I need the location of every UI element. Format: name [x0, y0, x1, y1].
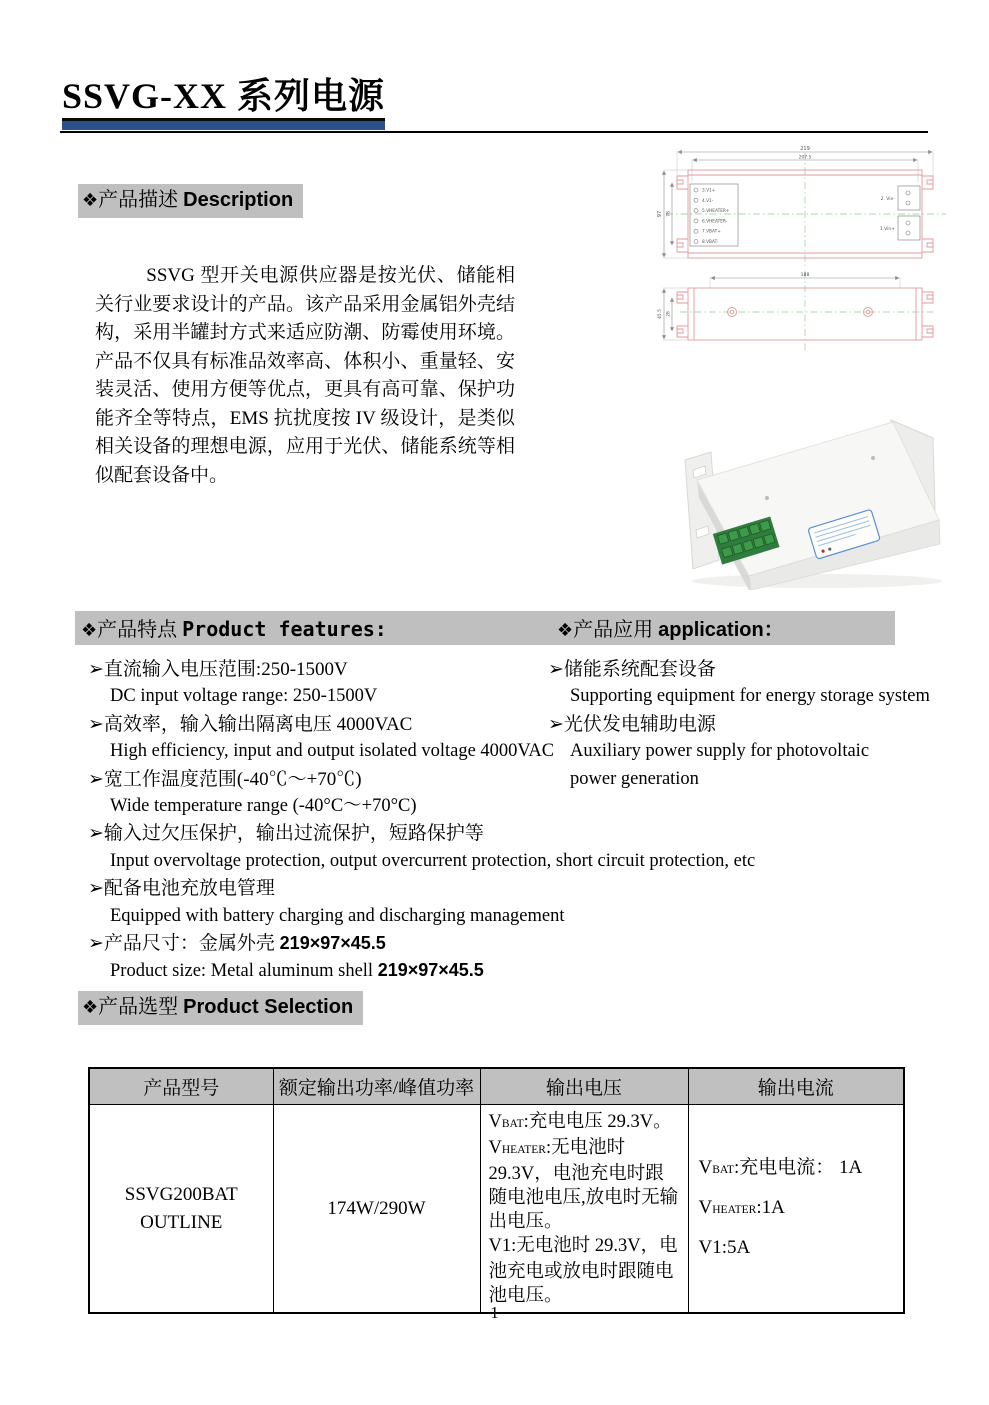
- diamond-icon: ❖: [557, 620, 574, 641]
- selection-table: [88, 1067, 905, 1314]
- feature-item-size-en: [88, 957, 828, 985]
- application-item-en2: power generation: [570, 768, 699, 789]
- voltage-line: VHEATER:无电池时 29.3V，电池充电时跟随电池电压,放电时无输出电压。: [488, 1138, 679, 1232]
- description-paragraph: SSVG 型开关电源供应器是按光伏、储能相关行业要求设计的产品。该产品采用金属铝外壳结构，采用半罐封方式来适应防潮、防霉使用环境。产品不仅具有标准品效率高、体积小、重量轻、安装灵活、使用方便等优点，更具有高可靠、保护功能齐全等特点，EMS 抗扰度按 IV 级设计，是类似相关设备的理想电源，应用于光伏、储能系统等相似配套设备中。: [95, 265, 515, 486]
- cell-model: [89, 1105, 273, 1314]
- size-cn-text: ➢产品尺寸：金属外壳: [88, 933, 280, 955]
- pin-label-vin-minus: 2. Vin-: [880, 197, 895, 202]
- features-heading-cn: 产品特点: [97, 619, 183, 641]
- feature-item-cn: ➢高效率，输入输出隔离电压 4000VAC: [88, 713, 413, 735]
- pin-label: 4.V1-: [702, 198, 714, 204]
- pin-label: 3.V1+: [702, 188, 716, 194]
- pin-label: 5.VHEATER+: [702, 209, 730, 215]
- dim-side-inner: 28: [666, 311, 672, 317]
- table-header-model: 产品型号: [89, 1068, 273, 1105]
- current-line: VBAT:充电电流： 1A: [698, 1156, 863, 1178]
- drawing-dimensions-top: [657, 146, 933, 258]
- title-rule: [60, 131, 928, 133]
- dim-bottom-width: 188: [800, 273, 810, 278]
- feature-item-cn: ➢输入过欠压保护，输出过流保护，短路保护等: [88, 823, 484, 845]
- diamond-icon: ❖: [81, 620, 98, 641]
- feature-item-en: DC input voltage range: 250-1500V: [110, 686, 378, 707]
- dim-overall-height: 97: [657, 210, 663, 218]
- cell-output-current: [688, 1105, 904, 1314]
- dim-hole-width: 207.5: [798, 155, 812, 161]
- selection-heading-cn: 产品选型: [98, 996, 184, 1018]
- application-item-cn: ➢储能系统配套设备: [548, 659, 716, 680]
- product-photo: [645, 362, 945, 590]
- feature-item-en: Wide temperature range (-40°C～+70°C): [110, 796, 417, 817]
- feature-item-en: Equipped with battery charging and discharging management: [110, 905, 565, 926]
- pin-label: 8.VBAT-: [702, 240, 719, 245]
- section-features-application-bar: [75, 611, 895, 645]
- application-item-cn: ➢光伏发电辅助电源: [548, 713, 716, 735]
- description-heading-cn: 产品描述: [98, 189, 184, 211]
- table-header-row: [89, 1068, 904, 1105]
- size-en-text: Product size: Metal aluminum shell: [110, 961, 378, 982]
- voltage-line: VBAT:充电电压 29.3V。: [488, 1112, 672, 1132]
- section-application-heading: [557, 613, 784, 642]
- description-heading-en: Description: [183, 189, 294, 211]
- pin-label: 7.VBAT+: [702, 229, 721, 235]
- dim-hole-height: 78: [666, 211, 672, 217]
- feature-item-cn: ➢配备电池充放电管理: [88, 878, 275, 900]
- table-header-current: 输出电流: [688, 1068, 904, 1105]
- dim-side-height: 45.5: [658, 309, 663, 319]
- section-features-heading: [81, 613, 387, 642]
- current-line: V1:5A: [698, 1236, 751, 1258]
- drawing-bottom-view: [657, 271, 935, 353]
- voltage-line: V1:无电池时 29.3V，电池充电或放电时跟随电池电压。: [488, 1236, 678, 1306]
- application-item-en: Supporting equipment for energy storage system: [570, 686, 930, 707]
- technical-drawing: [650, 140, 960, 365]
- dim-overall-width: 219: [800, 146, 810, 152]
- model-line2: OUTLINE: [140, 1211, 223, 1233]
- page-number: 1: [490, 1303, 499, 1322]
- feature-item-size-cn: [88, 930, 828, 957]
- size-en-dimensions: 219×97×45.5: [377, 960, 484, 981]
- page-title: SSVG-XX 系列电源: [62, 76, 385, 121]
- diamond-icon: ❖: [82, 997, 99, 1018]
- title-underline: [62, 68, 385, 130]
- table-header-voltage: 输出电压: [480, 1068, 688, 1105]
- cell-output-voltage: [480, 1105, 688, 1314]
- current-line: VHEATER:1A: [698, 1196, 785, 1218]
- feature-item-en: High efficiency, input and output isolated voltage 4000VAC: [110, 741, 555, 762]
- feature-item-en: Input overvoltage protection, output overcurrent protection, short circuit protection, etc: [110, 850, 756, 871]
- application-list: [548, 656, 928, 793]
- feature-item-cn: ➢宽工作温度范围(-40℃～+70℃): [88, 768, 362, 790]
- application-item-en: Auxiliary power supply for photovoltaic: [570, 741, 870, 762]
- section-selection-heading: [78, 991, 363, 1025]
- table-header-power: 额定输出功率/峰值功率: [273, 1068, 480, 1105]
- section-description-heading: [78, 184, 303, 218]
- selection-heading-en: Product Selection: [183, 996, 354, 1018]
- application-heading-cn: 产品应用: [573, 619, 659, 641]
- feature-item-cn: ➢直流输入电压范围:250-1500V: [88, 659, 348, 680]
- application-heading-en: application：: [658, 619, 784, 641]
- size-cn-dimensions: 219×97×45.5: [279, 933, 386, 954]
- table-row: [89, 1105, 904, 1314]
- cell-power: 174W/290W: [273, 1105, 480, 1314]
- pin-label: 6.VHEATER-: [702, 219, 728, 225]
- diamond-icon: ❖: [82, 190, 99, 211]
- features-heading-en: Product features:: [182, 617, 387, 641]
- pin-label-vin-plus: 1 Vin+: [879, 227, 895, 232]
- model-line1: SSVG200BAT: [124, 1183, 238, 1205]
